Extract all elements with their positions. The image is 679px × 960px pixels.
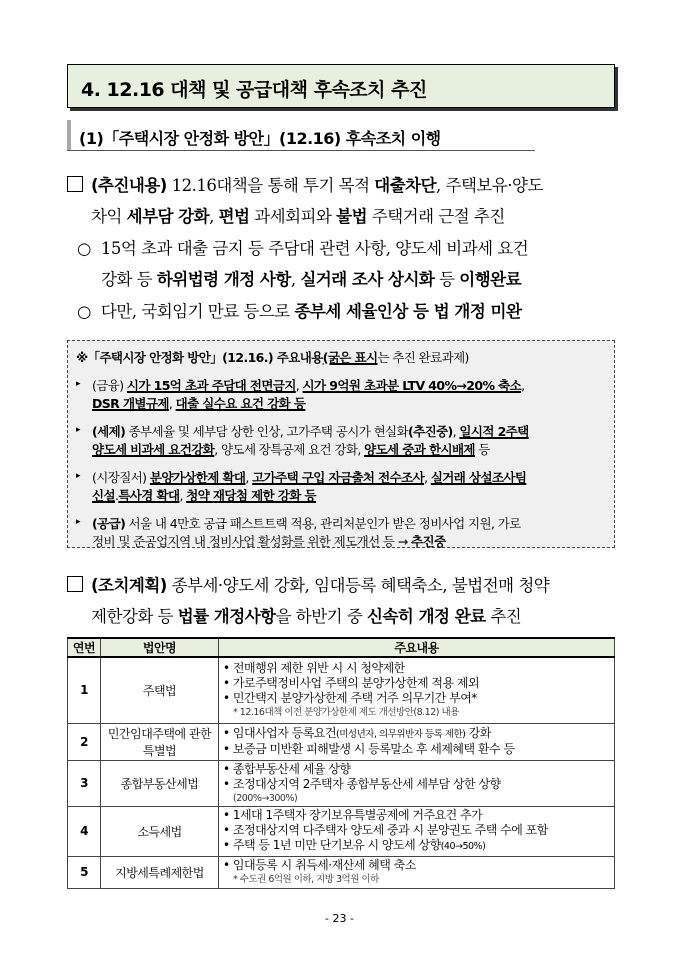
supply-text: 정비 및 준공업지역 내 정비사업 활성화를 위한 제도개선 등 → (92, 534, 412, 549)
para2-bold: 법률 개정사항 (177, 607, 276, 626)
para1-text: , (209, 207, 219, 226)
row-number: 4 (68, 806, 101, 856)
summary-box (67, 340, 615, 548)
row-number: 1 (68, 657, 101, 723)
market-sep: , (245, 470, 253, 485)
summary-tax-line1 (92, 422, 529, 440)
finance-item: 대출 실수요 요건 강화 등 (175, 396, 306, 411)
market-sep: . (114, 488, 119, 503)
content-small: (미성년자, 의무위반자 등록 제한) (336, 729, 466, 740)
law-name (101, 723, 219, 760)
tax-text: 등 (474, 442, 490, 457)
bullet1-bold: 하위법령 개정 사항 (156, 270, 291, 289)
market-sep: , (424, 470, 431, 485)
para1-text: 차익 (91, 207, 127, 226)
table-row (68, 806, 615, 856)
finance-item: 시가 9억원 초과분 LTV 40%→20% 축소 (302, 378, 522, 393)
section-header-box (67, 64, 615, 108)
para1-bold: 불법 (336, 207, 368, 226)
para1-text: 주택거래 근절 추진 (367, 207, 505, 226)
content-small: (40→50%) (440, 841, 486, 852)
finance-item: 시가 15억 초과 주담대 전면금지 (126, 378, 296, 393)
circle-bullet-icon: ○ (77, 302, 91, 321)
tax-label: (세제) (92, 424, 126, 439)
subsection-header (67, 120, 535, 151)
market-item: 청약 재당첨 제한 강화 등 (186, 488, 316, 503)
finance-sep: , (168, 396, 176, 411)
finance-label: (금융) (92, 378, 124, 393)
table-row (68, 856, 615, 888)
law-name: 지방세특례제한법 (101, 856, 219, 888)
para1-text: 과세회피와 (249, 207, 337, 226)
bullet2-text: 다만, 국회임기 만료 등으로 (100, 302, 295, 321)
law-content (219, 723, 615, 760)
table-row (68, 657, 615, 723)
bullet-completed (77, 233, 627, 295)
summary-market-line2 (92, 486, 316, 504)
summary-tax-line2 (92, 440, 490, 458)
tax-item: 일시적 2주택 (459, 424, 529, 439)
para2-text: 제한강화 등 (91, 607, 178, 626)
subsection-accent-bar (67, 120, 71, 150)
bullet-incomplete (77, 296, 627, 327)
law-content (219, 806, 615, 856)
summary-heading-text: 는 추진 완료과제) (377, 350, 469, 365)
checkbox-square-icon (67, 576, 83, 592)
market-item: 특사경 확대 (118, 488, 180, 503)
market-item: 분양가상한제 확대 (149, 470, 246, 485)
bullet1-bold: 이행완료 (459, 270, 522, 289)
bullet1-text: 15억 초과 대출 금지 등 주담대 관련 사항, 양도세 비과세 요건 (100, 239, 529, 258)
market-item: 실거래 상설조사팀 (430, 470, 527, 485)
supply-status: 추진중 (411, 534, 446, 549)
para2-bold: 신속히 개정 완료 (367, 607, 486, 626)
finance-sep: , (295, 378, 303, 393)
triangle-bullet-icon: ▸ (76, 517, 81, 527)
para2-label: (조치계획) (91, 576, 167, 595)
market-sep: , (179, 488, 187, 503)
page-number: - 23 - (325, 912, 354, 925)
content-note: * 수도권 6억원 이하, 지방 3억원 이하 (233, 874, 379, 885)
tax-text: 종부세율 및 세부담 상한 인상, 고가주택 공시가 현실화 (125, 424, 408, 439)
tax-sep: , (452, 424, 460, 439)
market-label: (시장질서) (92, 470, 147, 485)
triangle-bullet-icon: ▸ (76, 425, 81, 435)
table-header-cell: 법안명 (101, 638, 219, 657)
supply-text: 서울 내 4만호 공급 패스트트랙 적용, 관리처분인가 받은 정비사업 지원, 가로 (125, 516, 521, 531)
subsection-title: (1)「주택시장 안정화 방안」(12.16) 후속조치 이행 (79, 129, 441, 148)
tax-item: 양도세 비과세 요건강화 (92, 442, 215, 457)
finance-sep: , (521, 378, 525, 393)
content-item: • 가로주택정비사업 주택의 분양가상한제 적용 제외 (223, 676, 480, 691)
law-name: 소득세법 (101, 806, 219, 856)
law-content (219, 760, 615, 806)
para2-text: 종부세·양도세 강화, 임대등록 혜택축소, 불법전매 청약 (166, 576, 550, 595)
table-header-cell: 주요내용 (219, 638, 615, 657)
bullet1-text: 강화 등 (101, 270, 157, 289)
row-number: 3 (68, 760, 101, 806)
summary-supply-line2 (92, 532, 445, 550)
law-amendment-table (67, 637, 615, 889)
law-content (219, 657, 615, 723)
table-header-cell: 연번 (68, 638, 101, 657)
paragraph-plan (67, 570, 627, 632)
content-item: • 1세대 1주택자 장기보유특별공제에 거주요건 추가 (223, 808, 483, 822)
row-number: 5 (68, 856, 101, 888)
content-item: • 보증금 미반환 피해발생 시 등록말소 후 세제혜택 환수 등 (223, 742, 515, 756)
tax-item: 양도세 중과 한시배제 (364, 442, 475, 457)
content-item: • 전매행위 제한 위반 시 시 청약제한 (223, 661, 405, 676)
circle-bullet-icon: ○ (77, 239, 91, 258)
table-header-row (68, 638, 615, 657)
content-text: • 주택 등 1년 미만 단기보유 시 양도세 상향 (223, 838, 441, 852)
finance-item: DSR 개별규제 (92, 396, 169, 411)
content-item: • 조정대상지역 다주택자 양도세 중과 시 분양권도 주택 수에 포함 (223, 823, 548, 837)
summary-market-line1 (92, 468, 526, 486)
triangle-bullet-icon: ▸ (76, 379, 81, 389)
bullet1-text: 등 (434, 270, 460, 289)
supply-label: (공급) (92, 516, 126, 531)
table-row (68, 723, 615, 760)
para1-bold: 대출차단 (374, 176, 437, 195)
content-item (223, 726, 610, 742)
market-item: 고가주택 구입 자금출처 전수조사 (252, 470, 425, 485)
paragraph-progress (67, 170, 627, 232)
content-note: * 12.16대책 이전 분양가상한제 제도 개선방안(8.12) 내용 (233, 707, 459, 719)
content-item: • 종합부동산세 세율 상향 (223, 761, 351, 776)
checkbox-square-icon (67, 176, 83, 192)
bullet1-text: , (290, 270, 301, 289)
bullet2-bold: 종부세 세율인상 등 법 개정 미완 (294, 302, 522, 321)
para2-text: 을 하반기 중 (275, 607, 368, 626)
content-item: • 임대등록 시 취득세·재산세 혜택 축소 (223, 858, 416, 872)
para1-text: , 주택보유·양도 (436, 176, 543, 195)
para1-bold: 편법 (218, 207, 250, 226)
para2-text: 추진 (485, 607, 522, 626)
content-item: • 민간택지 분양가상한제 주택 거주 의무기간 부여* (223, 691, 477, 706)
summary-heading (76, 348, 469, 366)
summary-finance-line1 (92, 376, 524, 394)
summary-heading-text: ※「주택시장 안정화 방안」(12.16.) 주요내용 (76, 350, 323, 365)
law-name: 주택법 (101, 657, 219, 723)
market-item: 신설 (92, 488, 115, 503)
summary-supply-line1 (92, 514, 521, 532)
triangle-bullet-icon: ▸ (76, 471, 81, 481)
para1-label: (추진내용) (91, 176, 167, 195)
tax-status: (추진중) (408, 424, 453, 439)
para1-bold: 세부담 강화 (126, 207, 210, 226)
content-text: • 임대사업자 등록요건 (223, 726, 337, 740)
tax-text: , 양도세 장특공제 요건 강화, (214, 442, 365, 457)
content-note: (200%→300%) (233, 792, 298, 804)
para1-text: 12.16대책을 통해 투기 목적 (166, 176, 375, 195)
row-number: 2 (68, 723, 101, 760)
content-item: • 조정대상지역 2주택자 종합부동산세 세부담 상한 상향 (223, 776, 501, 791)
summary-finance-line2 (92, 394, 305, 412)
content-item (223, 838, 610, 854)
table-row (68, 760, 615, 806)
section-title: 4. 12.16 대책 및 공급대책 후속조치 추진 (81, 79, 427, 101)
law-name: 종합부동산세법 (101, 760, 219, 806)
bullet1-bold: 실거래 조사 상시화 (300, 270, 435, 289)
law-name-line: 민간임대주택에 관한 (107, 726, 212, 741)
content-text: 강화 (465, 726, 491, 740)
law-name-line: 특별법 (142, 743, 177, 758)
summary-heading-underline: (굵은 표시 (322, 350, 378, 365)
law-content (219, 856, 615, 888)
